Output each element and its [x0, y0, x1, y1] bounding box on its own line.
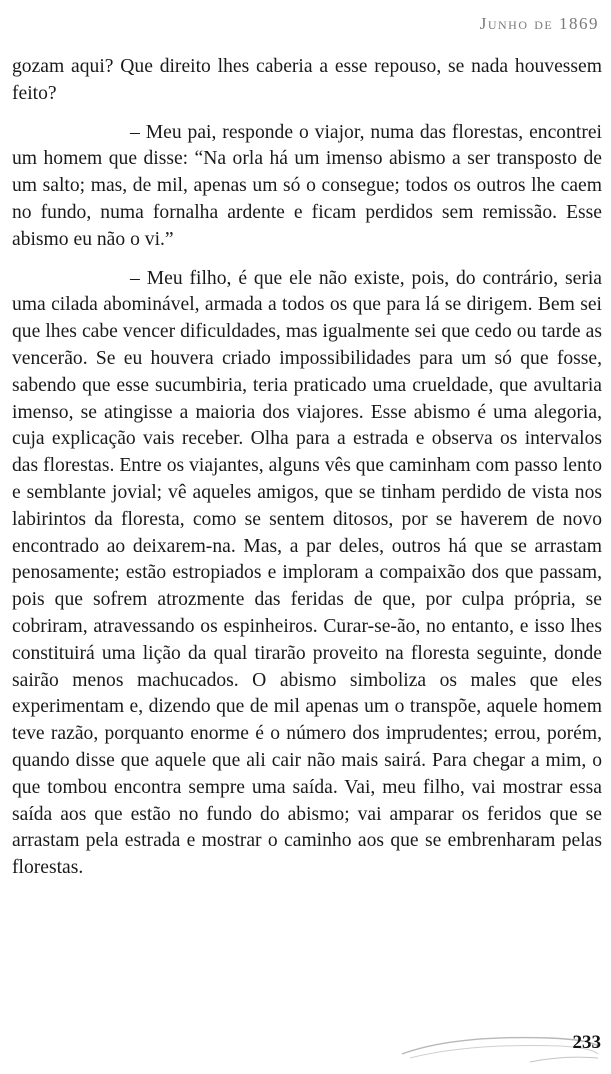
- swash-ornament-icon: [400, 1028, 600, 1068]
- page-number: 233: [572, 1032, 601, 1053]
- paragraph-traveler-reply: – Meu pai, responde o viajor, numa das florestas, encontrei um homem que disse: “Na orla há um imenso abismo a ser transposto de um salto; mas, de mil, apenas um só o consegue; todos os outros lhe caem no fundo, numa fornalha ardente e ficam perdidos sem remissão. Esse abismo eu não o vi.”: [12, 121, 602, 250]
- paragraph-continuation: gozam aqui? Que direito lhes caberia a esse repouso, se nada houvessem feito?: [12, 56, 602, 104]
- paragraph-father-reply: – Meu filho, é que ele não existe, pois, do contrário, seria uma cilada abominável, armada a todos os que para lá se dirigem. Bem sei que lhes cabe vencer dificuldades, mas igualmente sei que cedo ou tarde as vencerão. Se eu houvera criado impossibilidades para um só que fosse, sabendo que esse sucumbiria, teria praticado uma crueldade, que avultaria imenso, se atingisse a maioria dos viajores. Esse abismo é uma alegoria, cuja explicação vais receber. Olha para a estrada e observa os intervalos das florestas. Entre os viajantes, alguns vês que caminham com passo lento e semblante jovial; vê aqueles amigos, que se tinham perdido de vista nos labirintos da floresta, como se sentem ditosos, por se haverem de novo encontrado ao deixarem-na. Mas, a par deles, outros há que se arrastam penosamente; estão estropiados e imploram a compaixão dos que passam, pois que sofrem atrozmente das feridas de que, por culpa própria, se cobriram, atravessando os espinheiros. Curar-se-ão, no entanto, e isso lhes constituirá uma lição da qual tirarão proveito na floresta seguinte, donde sairão menos machucados. O abismo simboliza os males que eles experimentam e, dizendo que de mil apenas um o transpõe, aquele homem teve razão, porquanto enorme é o número dos imprudentes; errou, porém, quando disse que aquele que ali cair não mais sairá. Para chegar a mim, o que tombou encontra sempre uma saída. Vai, meu filho, vai mostrar essa saída aos que estão no fundo do abismo; vai amparar os feridos que se arrastam pela estrada e mostrar o caminho aos que se embrenharam pelas florestas.: [12, 267, 602, 879]
- running-header: Junho de 1869: [479, 14, 599, 33]
- text-body: [12, 54, 602, 882]
